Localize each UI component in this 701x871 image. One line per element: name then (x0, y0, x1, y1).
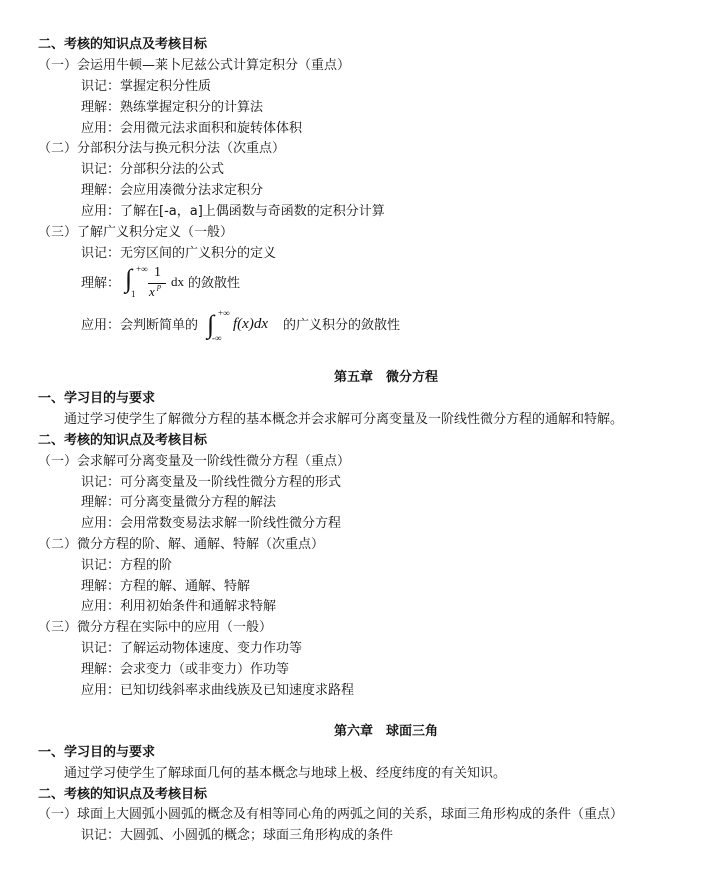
objective-item: 识记：可分离变量及一阶线性微分方程的形式 (81, 475, 342, 490)
integral-sign: ∫ (207, 310, 215, 339)
paragraph: 通过学习使学生了解微分方程的基本概念并会求解可分离变量及一阶线性微分方程的通解和特解。 (64, 412, 624, 427)
knowledge-point: （三）了解广义积分定义（一般） (38, 225, 234, 240)
integral-sign: ∫ (125, 264, 133, 293)
objective-item: 应用：利用初始条件和通解求特解 (81, 599, 277, 614)
exponent: p (157, 282, 161, 291)
knowledge-point: （二）微分方程的阶、解、通解、特解（次重点） (38, 537, 325, 552)
integral-lower-limit: 1 (131, 289, 136, 299)
objective-item: 应用：了解在[-a，a]上偶函数与奇函数的定积分计算 (81, 204, 385, 219)
fraction-numerator: 1 (154, 265, 161, 280)
objective-item: 识记：掌握定积分性质 (81, 79, 212, 94)
integral-lower-limit: -∞ (212, 333, 222, 343)
objective-item: 理解：方程的解、通解、特解 (81, 579, 251, 594)
objective-item: 应用：已知切线斜率求曲线族及已知速度求路程 (81, 683, 355, 698)
integral-upper-limit: +∞ (218, 308, 230, 318)
objective-item: 应用：会用常数变易法求解一阶线性微分方程 (81, 516, 342, 531)
section-heading: 一、学习目的与要求 (38, 745, 156, 760)
knowledge-point: （三）微分方程在实际中的应用（一般） (38, 620, 273, 635)
objective-text: 的敛散性 (188, 276, 241, 291)
fraction-denominator: x (149, 284, 155, 299)
objective-text: 的广义积分的敛散性 (283, 318, 401, 333)
section-heading: 二、考核的知识点及考核目标 (38, 37, 208, 52)
chapter-title: 第五章 微分方程 (334, 370, 439, 385)
section-heading: 二、考核的知识点及考核目标 (38, 433, 208, 448)
chapter-title: 第六章 球面三角 (334, 724, 439, 739)
objective-item: 理解：会求变力（或非变力）作功等 (81, 662, 290, 677)
knowledge-point: （一）会运用牛顿—莱卜尼兹公式计算定积分（重点） (38, 58, 351, 73)
knowledge-point: （一）球面上大圆弧小圆弧的概念及有相等同心角的两弧之间的关系，球面三角形构成的条件（重点） (38, 807, 624, 822)
objective-item: 理解：可分离变量微分方程的解法 (81, 495, 277, 510)
knowledge-point: （一）会求解可分离变量及一阶线性微分方程（重点） (38, 454, 351, 469)
section-heading: 二、考核的知识点及考核目标 (38, 787, 208, 802)
knowledge-point: （二）分部积分法与换元积分法（次重点） (38, 141, 286, 156)
objective-item: 识记：分部积分法的公式 (81, 162, 225, 177)
integrand: f(x)dx (233, 316, 268, 332)
objective-item-with-formula (81, 306, 481, 346)
objective-item: 理解：熟练掌握定积分的计算法 (81, 100, 264, 115)
objective-item: 识记：了解运动物体速度、变力作功等 (81, 641, 303, 656)
section-heading: 一、学习目的与要求 (38, 391, 156, 406)
objective-item: 理解：会应用凑微分法求定积分 (81, 183, 264, 198)
objective-item: 识记：方程的阶 (81, 558, 173, 573)
differential: dx (171, 274, 184, 289)
objective-item: 应用：会用微元法求面积和旋转体体积 (81, 121, 303, 136)
paragraph: 通过学习使学生了解球面几何的基本概念与地球上极、经度纬度的有关知识。 (64, 766, 507, 781)
objective-item: 识记：无穷区间的广义积分的定义 (81, 246, 277, 261)
objective-label: 理解： (81, 276, 121, 291)
objective-item: 识记：大圆弧、小圆弧的概念；球面三角形构成的条件 (81, 828, 394, 843)
objective-item-with-formula (81, 262, 381, 302)
objective-label: 应用：会判断简单的 (81, 318, 199, 333)
integral-upper-limit: +∞ (136, 264, 148, 274)
